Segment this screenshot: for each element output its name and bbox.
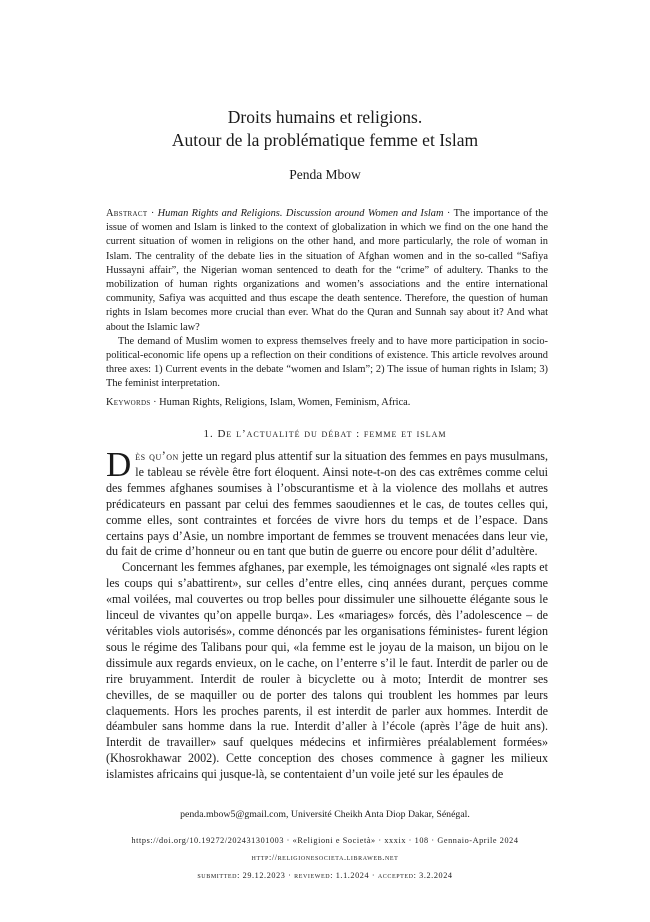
abstract-block <box>106 207 548 392</box>
keywords-block <box>106 396 548 410</box>
body-paragraph-1 <box>106 445 548 560</box>
submission-dates: submitted: 29.12.2023 · reviewed: 1.1.2024 · accepted: 3.2.2024 <box>197 871 453 880</box>
abstract-text-1: · The importance of the issue of women and Islam is linked to the context of globalization in which we find on the one hand the current situation of women in religions on the other hand, and more particularly, the role of woman in Islam. The centrality of the debate lies in the situation of Afghan women and in the so-called “Safiya Hussayni affair”, the Nigerian woman sentenced to death for the “crime” of adultery. Thanks to the mobilization of human rights organizations and women’s associations and the entire international community, Safiya was acquitted and thus escape the death sentence. Therefore, the question of human rights in Islam becomes more crucial than ever. What do the Quran and Sunnah say about it? And what about the Islamic law? <box>106 208 548 333</box>
section-heading: 1. De l’actualité du débat : femme et islam <box>203 428 447 440</box>
author-affiliation: penda.mbow5@gmail.com, Université Cheikh Anta Diop Dakar, Sénégal. <box>180 809 470 820</box>
abstract-paragraph-2: The demand of Muslim women to express themselves freely and to have more participation in socio-political-economic life opens up a reflection on their conditions of existence. This article revolves around three axes: 1) Current events in the debate “women and Islam”; 2) The issue of human rights in Islam; 3) The feminist interpretation. <box>106 335 548 390</box>
body-paragraph-2: Concernant les femmes afghanes, par exemple, les témoignages ont signalé «les rapts et les coups qui s’abattirent», sur celles d’entre elles, cinq années durant, perçues comme «mal voilées, mal couvertes ou trop belles pour dissimuler une silhouette élégante sous le linceul de vivantes qu’on appelle burqa». Les «mariages» forcés, dès l’adolescence – de véritables viols autorisés», comme dénoncés par les organisations féministes- furent légion sous le régime des Talibans pour qui, «la femme est le joyau de la maison, un bijou on le dissimule aux regards envieux, on le cache, on l’enterre s’il le faut. Interdit de parler ou de rire bruyamment. Interdit de rouler à bicyclette ou à moto; Interdit de montrer ses chevilles, de se maquiller ou de porter des talons qui troublent les hommes par leurs claquements. Hors les proches parents, il est interdit de parler aux hommes. Interdit de déambuler sans homme dans la rue. Interdit d’aller à l’école (après l’âge de huit ans). Interdit de travailler» sauf quelques médecins et infirmières préalablement formées» (Khosrokhawar 2002). Cette conception des choses commence à gagner les milieux islamistes africains qui jusque-là, se contentaient d’un voile jeté sur les épaules de <box>106 560 548 782</box>
body-text <box>106 445 548 783</box>
doi-line: https://doi.org/10.19272/202431301003 · «Religioni e Società» · xxxix · 108 · Gennaio-Aprile 2024 <box>131 836 519 845</box>
article-title-line-1: Droits humains et religions. <box>227 107 423 127</box>
body-paragraph-1-text: jette un regard plus attentif sur la situation des femmes en pays musulmans, le tableau se révèle être fort éloquent. Ainsi note-t-on des cas extrêmes comme celui des femmes afghanes soumises à l’obscurantisme et à la violence des mollahs et autres prédicateurs en passant par celui des femmes saoudiennes et le cas, de toutes celles qui, comme elles, sont contraintes et forcées de vivre hors du temps et de l’espace. Dans certains pays d’Asie, un nombre important de femmes se trouvent menacées dans leur vie, du fait de crime d’honneur ou en tant que butin de guerre ou encore pour délit d’adultère. <box>106 449 548 559</box>
article-title-line-2: Autour de la problématique femme et Islam <box>171 130 479 150</box>
abstract-label: Abstract <box>106 208 148 219</box>
first-word: ès qu’on <box>135 449 179 463</box>
abstract-english-title: Human Rights and Religions. Discussion around Women and Islam <box>157 208 444 219</box>
keywords-label: Keywords <box>106 397 151 408</box>
journal-website: http://religionesocieta.libraweb.net <box>251 853 399 862</box>
author-name: Penda Mbow <box>289 167 361 182</box>
abstract-separator: · <box>147 208 158 219</box>
abstract-paragraph-1 <box>106 207 548 335</box>
keywords-text: · Human Rights, Religions, Islam, Women, Feminism, Africa. <box>150 397 411 408</box>
drop-cap: D <box>106 445 132 484</box>
